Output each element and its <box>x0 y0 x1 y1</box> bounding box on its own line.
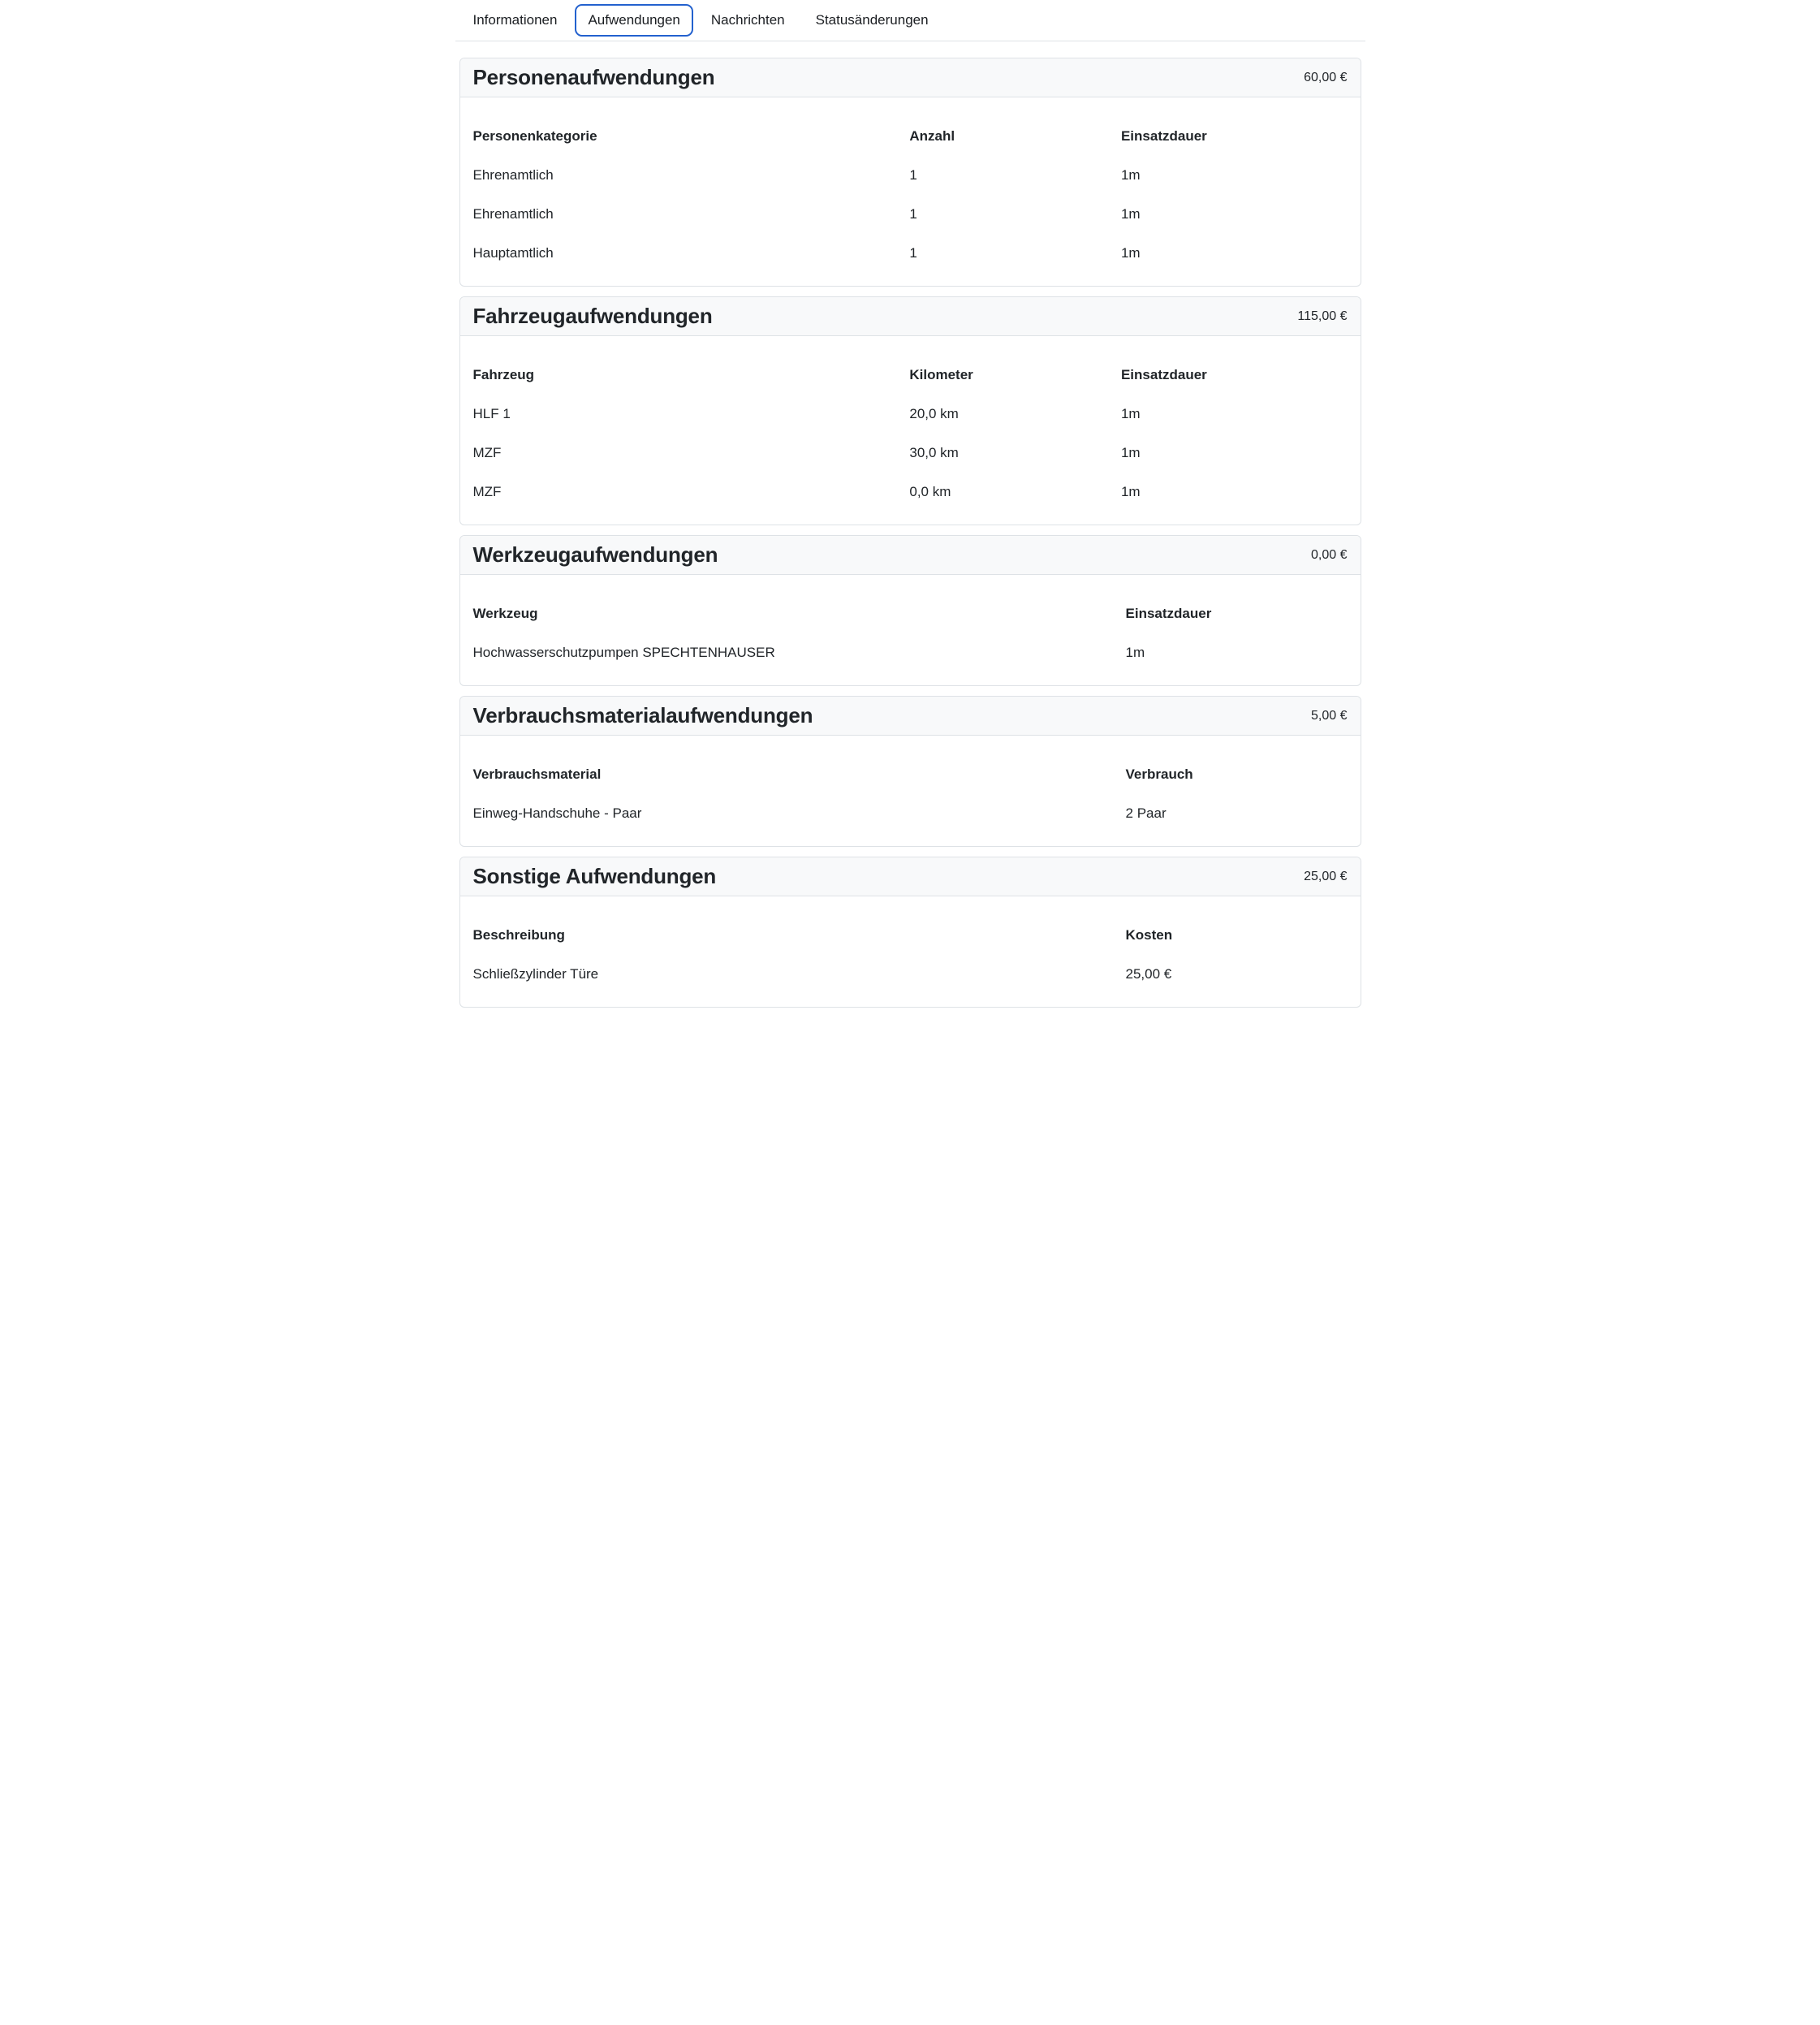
section-title: Verbrauchsmaterialaufwendungen <box>472 703 813 728</box>
section-amount: 25,00 € <box>1304 869 1348 883</box>
table-cell: MZF <box>472 484 502 499</box>
section-amount: 60,00 € <box>1304 70 1348 84</box>
table-cell: MZF <box>472 445 502 460</box>
section-body <box>460 575 1361 685</box>
table-header-row <box>460 356 1361 395</box>
table-column-header: Einsatzdauer <box>1125 606 1212 621</box>
section-header <box>460 697 1361 736</box>
table-column-header: Einsatzdauer <box>1120 128 1207 144</box>
table-cell: 1 <box>909 167 917 183</box>
table-cell: 1m <box>1120 206 1141 222</box>
section-title: Fahrzeugaufwendungen <box>472 304 713 328</box>
table-cell: Hauptamtlich <box>472 245 554 261</box>
table-row <box>460 633 1361 672</box>
section-card-personenaufwendungen <box>459 58 1361 287</box>
tab-bar <box>455 0 1365 41</box>
section-title: Personenaufwendungen <box>472 65 715 89</box>
table-header-row <box>460 916 1361 955</box>
section-header <box>460 58 1361 97</box>
table-cell: 1m <box>1120 245 1141 261</box>
section-title: Sonstige Aufwendungen <box>472 864 717 888</box>
table-cell: 1 <box>909 245 917 261</box>
table-column-header: Einsatzdauer <box>1120 367 1207 382</box>
section-header <box>460 536 1361 575</box>
section-body <box>460 336 1361 525</box>
table-cell: 25,00 € <box>1125 966 1172 982</box>
table-row <box>460 195 1361 234</box>
table-cell: Schließzylinder Türe <box>472 966 599 982</box>
table-cell: 1m <box>1120 167 1141 183</box>
table-cell: 30,0 km <box>909 445 959 460</box>
section-amount: 115,00 € <box>1297 309 1348 323</box>
section-card-fahrzeugaufwendungen <box>459 296 1361 525</box>
table-row <box>460 395 1361 434</box>
expenses-table <box>460 916 1361 994</box>
section-amount: 0,00 € <box>1311 547 1348 562</box>
table-row <box>460 434 1361 473</box>
tab-nachrichten[interactable]: Nachrichten <box>698 4 798 37</box>
page <box>455 0 1365 1019</box>
table-column-header: Verbrauchsmaterial <box>472 766 602 782</box>
section-header <box>460 297 1361 336</box>
table-cell: Ehrenamtlich <box>472 206 554 222</box>
table-header-row <box>460 755 1361 794</box>
table-cell: HLF 1 <box>472 406 511 421</box>
section-amount: 5,00 € <box>1311 708 1348 723</box>
table-row <box>460 473 1361 512</box>
table-cell: 2 Paar <box>1125 805 1167 821</box>
table-column-header: Beschreibung <box>472 927 565 943</box>
section-body <box>460 896 1361 1007</box>
table-cell: Hochwasserschutzpumpen SPECHTENHAUSER <box>472 645 775 660</box>
sections-container <box>455 41 1365 1019</box>
table-cell: 1m <box>1125 645 1145 660</box>
expenses-table <box>460 594 1361 672</box>
section-title: Werkzeugaufwendungen <box>472 542 718 567</box>
table-cell: 1m <box>1120 445 1141 460</box>
table-column-header: Personenkategorie <box>472 128 597 144</box>
table-cell: 1m <box>1120 484 1141 499</box>
expenses-table <box>460 755 1361 833</box>
table-row <box>460 955 1361 994</box>
section-card-sonstige-aufwendungen <box>459 857 1361 1008</box>
table-cell: 0,0 km <box>909 484 951 499</box>
section-card-verbrauchsmaterialaufwendungen <box>459 696 1361 847</box>
tab-aufwendungen[interactable]: Aufwendungen <box>575 4 692 37</box>
table-column-header: Kosten <box>1125 927 1173 943</box>
expenses-table <box>460 356 1361 512</box>
section-body <box>460 97 1361 286</box>
table-cell: 1 <box>909 206 917 222</box>
table-column-header: Anzahl <box>909 128 955 144</box>
section-header <box>460 857 1361 896</box>
table-cell: 20,0 km <box>909 406 959 421</box>
expenses-table <box>460 117 1361 273</box>
tab-statusaenderungen[interactable]: Statusänderungen <box>803 4 942 37</box>
table-row <box>460 156 1361 195</box>
table-row <box>460 234 1361 273</box>
table-header-row <box>460 117 1361 156</box>
tab-informationen[interactable]: Informationen <box>460 4 571 37</box>
table-column-header: Fahrzeug <box>472 367 535 382</box>
table-column-header: Werkzeug <box>472 606 538 621</box>
section-card-werkzeugaufwendungen <box>459 535 1361 686</box>
table-row <box>460 794 1361 833</box>
section-body <box>460 736 1361 846</box>
table-column-header: Verbrauch <box>1125 766 1193 782</box>
table-header-row <box>460 594 1361 633</box>
table-cell: 1m <box>1120 406 1141 421</box>
table-column-header: Kilometer <box>909 367 973 382</box>
table-cell: Ehrenamtlich <box>472 167 554 183</box>
table-cell: Einweg-Handschuhe - Paar <box>472 805 642 821</box>
